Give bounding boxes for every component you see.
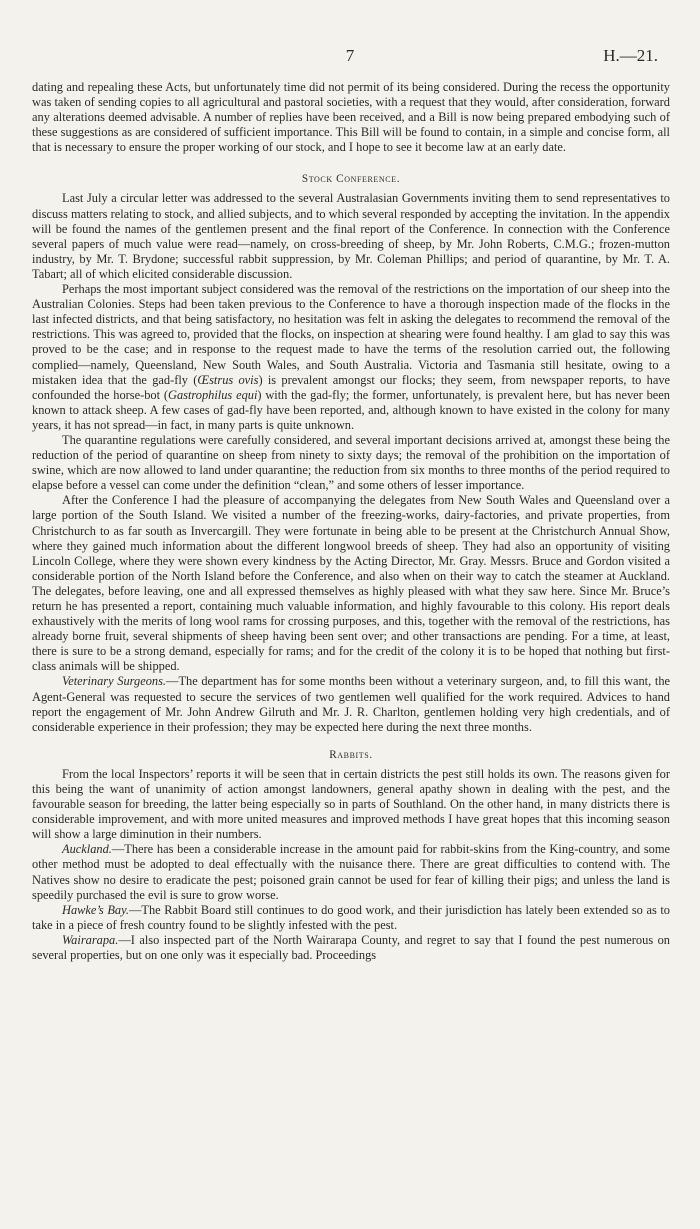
page-body bbox=[32, 80, 670, 963]
section-heading-rabbits: Rabbits. bbox=[329, 748, 373, 761]
stock-paragraph-2: Perhaps the most important subject considered was the removal of the restrictions on the importation of our sheep into the Australian Colonies. Steps had been taken previous to the Conference to have a thorough inspection made of the flocks in the last infected districts, and that being satisfactory, no hesitation was felt in asking the delegates to recommend the removal of the restrictions. This was agreed to, provided that the flocks, on inspection at shearing were found healthy. I am glad to say this was proved to be the case; and in response to the request made to have the terms of the resolution carried out, the following complied—namely, Queensland, New South Wales, and South Australia. Victoria and Tasmania still hesitate, owing to a mistaken idea that the gad-fly (Œstrus ovis) is prevalent amongst our flocks; they seem, from newspaper reports, to have confounded the horse-bot (Gastrophilus equi) with the gad-fly; the former, unfortunately, is prevalent here, but has never been known to attack sheep. A few cases of gad-fly have been reported, and, although known to have existed in the colony for many years, it has not spread—in fact, in many parts is quite unknown. bbox=[32, 282, 671, 432]
rabbits-paragraph-1: From the local Inspectors’ reports it will be seen that in certain districts the pest still holds its own. The reasons given for this being the want of unanimity of action amongst landowners, general apathy shown in dealing with the pest, and the favourable season for breeding, the latter being especially so in parts of Southland. On the other hand, in many districts there is considerable improvement, and with more united measures and improved methods I have great hopes that this incoming season will show a large diminution in their numbers. bbox=[32, 766, 670, 842]
rabbits-paragraph-wairarapa: Wairarapa.—I also inspected part of the North Wairarapa County, and regret to say that I found the pest numerous on several properties, but on one only was it especially bad. Proceedings bbox=[32, 932, 670, 962]
run-in-heading: Wairarapa. bbox=[62, 932, 119, 947]
stock-paragraph-veterinary: Veterinary Surgeons.—The department has for some months been without a veterinary surgeon, and, to fill this want, the Agent-General was requested to secure the services of two gentlemen well qualified for the work required. Advices to hand report the engagement of Mr. John Andrew Gilruth and Mr. J. R. Charlton, gentlemen holding very high credentials, and of considerable experience in their profession; they may be expected here during the next three months. bbox=[32, 674, 671, 734]
section-heading-stock-conference: Stock Conference. bbox=[301, 173, 401, 186]
rabbits-paragraph-auckland: Auckland.—There has been a considerable increase in the amount paid for rabbit-skins from the King-country, and some other method must be adopted to deal effectually with the nuisance there. There are great difficulties to contend with. The Natives show no desire to eradicate the pest; poisoned grain cannot be used for fear of killing their pigs; and unless the land is speedily purchased the evil is sure to grow worse. bbox=[32, 842, 670, 902]
intro-paragraph: dating and repealing these Acts, but unfortunately time did not permit of its being considered. During the recess the opportunity was taken of sending copies to all agricultural and pastoral societies, with a request that they would, after consideration, forward any alterations deemed advisable. A number of replies have been received, and a Bill is now being prepared embodying such of these suggestions as are considered of sufficient importance. This Bill will be found to contain, in a simple and concise form, all that is necessary to ensure the proper working of our stock, and I hope to see it become law at an early date. bbox=[32, 80, 670, 155]
document-code: H.—21. bbox=[603, 46, 658, 65]
page-number: 7 bbox=[345, 46, 355, 65]
stock-paragraph-1: Last July a circular letter was addressed to the several Australasian Governments inviting them to send representatives to discuss matters relating to stock, and allied subjects, and to which several responded by accepting the invitation. In the appendix will be found the names of the gentlemen present and the final report of the Conference. In connection with the Conference several papers of much value were read—namely, on cross-breeding of sheep, by Mr. John Roberts, C.M.G.; frozen-mutton industry, by Mr. T. Brydone; successful rabbit suppression, by Mr. Coleman Phillips; and period of quarantine, by Mr. T. A. Tabart; all of which elicited considerable discussion. bbox=[32, 191, 670, 281]
stock-paragraph-3: The quarantine regulations were carefully considered, and several important decisions arrived at, amongst these being the reduction of the period of quarantine on sheep from ninety to sixty days; the removal of the prohibition on the importation of swine, which are now allowed to land under quarantine; the reduction from six months to three months of the period required to elapse before a vessel can come under the definition “clean,” and some others of lesser importance. bbox=[32, 432, 670, 493]
rabbits-paragraph-hawkes-bay: Hawke’s Bay.—The Rabbit Board still continues to do good work, and their jurisdiction has lately been extended so as to take in a piece of fresh country found to be slightly infested with the pest. bbox=[32, 902, 670, 932]
run-in-heading: Hawke’s Bay. bbox=[62, 902, 130, 917]
run-in-heading: Auckland. bbox=[62, 842, 112, 857]
run-in-heading: Veterinary Surgeons. bbox=[62, 674, 167, 689]
stock-paragraph-4: After the Conference I had the pleasure of accompanying the delegates from New South Wales and Queensland over a large portion of the South Island. We visited a number of the freezing-works, dairy-factories, and private properties, from Christchurch to as far south as Invercargill. They were fortunate in being able to be present at the Christchurch Annual Show, where they gained much information about the different longwool breeds of sheep. They had also an opportunity of visiting Lincoln College, where they were shown every kindness by the Acting Director, Mr. Gray. Messrs. Bruce and Gordon visited a considerable portion of the North Island before the Conference, and also when on their way to catch the steamer at Auckland. The delegates, before leaving, one and all expressed themselves as highly pleased with what they saw here. Since Mr. Bruce’s return he has presented a report, containing much valuable information, and highly favourable to this colony. His report deals exhaustively with the merits of long wool rams for crossing purposes, and this, together with the removal of the restrictions, has already borne fruit, several shipments of sheep having been sent over; and other transactions are pending. For a time, at least, there is sure to be a strong demand, especially for rams; and for the credit of the colony it is to be hoped that nothing but first-class animals will be shipped. bbox=[32, 493, 670, 674]
